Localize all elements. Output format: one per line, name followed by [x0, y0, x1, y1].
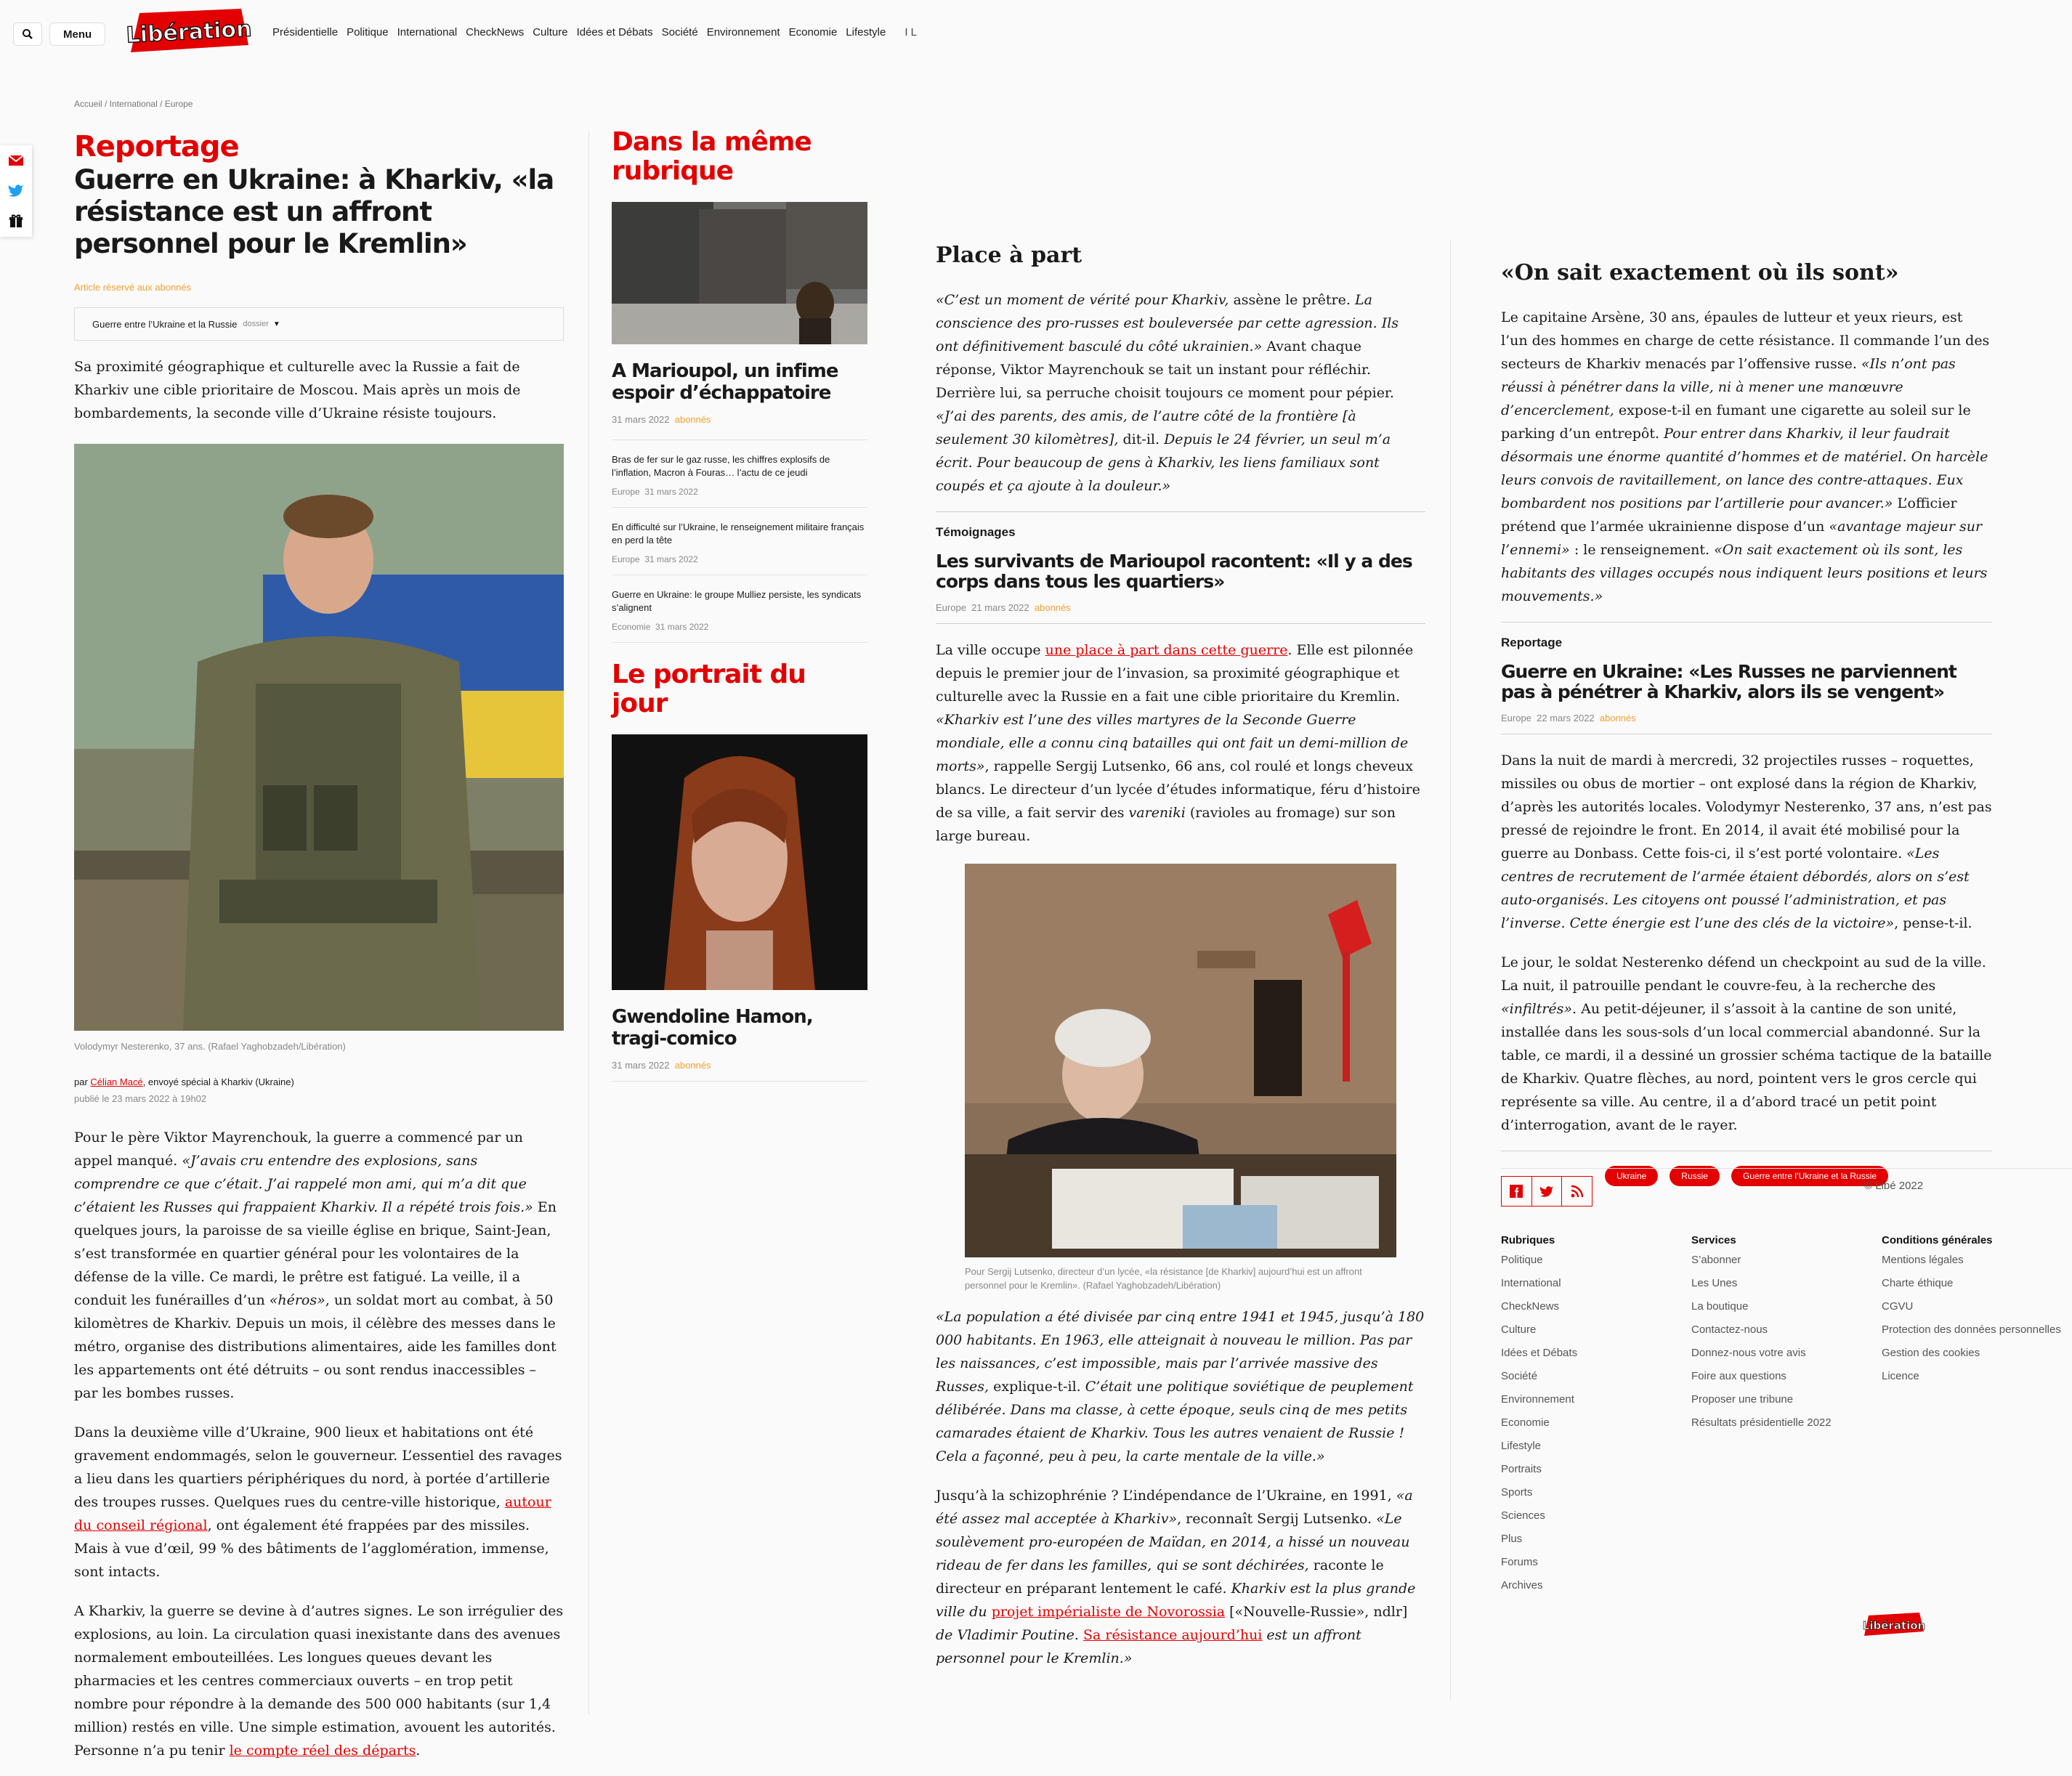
- footer-rubriques: [1501, 1234, 1691, 1601]
- paragraph: Dans la deuxième ville d’Ukraine, 900 lieux et habitations ont été gravement endommagés, selon le gouverneur. L’essentiel des ravages a lieu dans les quartiers périphériques du nord, à portée d’artillerie des troupes russes. Quelques rues du centre-ville historique, autour du conseil régional, ont également été frappées par des missiles. Mais à vue d’œil, 99 % des bâtiments de l’agglomération, immense, sont intacts.: [74, 1424, 562, 1580]
- paragraph: Dans la nuit de mardi à mercredi, 32 projectiles russes – roquettes, missiles ou obus de mortier – ont explosé dans la région de Kharkiv, d’après les autorités locales. Volodymyr Nesterenko, 37 ans, n’est pas pressé de rejoindre le front. En 2014, il avait été mobilisé pour la guerre au Donbass. Cette fois-ci, il s’est porté volontaire. «Les centres de recrutement de l’armée étaient débordés, alors on s’est auto-organisés. Les citoyens ont poussé l’administration, et pas l’inverse. Cette énergie est l’une des clés de la victoire», pense-t-il.: [1501, 753, 1992, 931]
- teacher-photo: [965, 864, 1396, 1257]
- paragraph: Pour le père Viktor Mayrenchouk, la guerre a commencé par un appel manqué. «J’avais cru entendre des explosions, sans comprendre ce que c’était. J’ai rappelé mon ami, qui m’a dit que c’étaient les Russes qui frappaient Kharkiv. Il a répété trois fois.» En quelques jours, la paroisse de sa vieille église en brique, Saint-Jean, s’est transformée en quartier général pour les volontaires de la défense de la ville. Ce mardi, le prêtre est fatigué. La veille, il a conduit les funérailles d’un «héros», un soldat mort au combat, à 50 kilomètres de Kharkiv. Depuis un mois, il célèbre des messes dans le métro, organise des distributions alimentaires, aide les familles dont les appartements ont été détruits – ou sont rendus inaccessibles – par les bombes russes.: [74, 1130, 557, 1401]
- paragraph: «La population a été divisée par cinq entre 1941 et 1945, jusqu’à 180 000 habitants. En 1963, elle atteignait à nouveau le million. Pas par les naissances, c’est impossible, mais par l’arrivée massive des Russes, explique-t-il. C’était une politique soviétique de peuplement délibérée. Dans ma classe, à cette époque, seuls cinq de mes petits camarades étaient de Kharkiv. Tous les autres venaient de Russie ! Cela a façonné, peu à peu, la carte mentale de la ville.»: [936, 1309, 1425, 1464]
- nav-item-international[interactable]: International: [397, 26, 458, 38]
- nav-item-presidentielle[interactable]: Présidentielle: [272, 26, 339, 38]
- related-card-title[interactable]: A Marioupol, un infime espoir d’échappatoire: [612, 360, 838, 404]
- footer-link[interactable]: Forums: [1501, 1556, 1538, 1568]
- footer-columns: [1501, 1234, 2072, 1601]
- article-chapo: Sa proximité géographique et culturelle avec la Russie a fait de Kharkiv une cible prioritaire de Moscou. Mais après un mois de bombardements, la seconde ville d’Ukraine résiste toujours.: [74, 359, 521, 421]
- email-icon[interactable]: [8, 154, 24, 167]
- related-item[interactable]: Guerre en Ukraine: le groupe Mulliez persiste, les syndicats s’alignent Economie 31 mars 2022: [612, 575, 867, 643]
- search-button[interactable]: [13, 23, 42, 46]
- footer-link[interactable]: Environnement: [1501, 1393, 1574, 1406]
- footer-link[interactable]: Plus: [1501, 1533, 1523, 1545]
- article-main: [74, 99, 564, 1776]
- gift-icon[interactable]: [9, 214, 23, 228]
- related-item[interactable]: En difficulté sur l’Ukraine, le renseignement militaire français en perd la tête Europe 31 mars 2022: [612, 507, 867, 575]
- nav-item-culture[interactable]: Culture: [533, 26, 568, 38]
- footer-heading: Services: [1691, 1234, 1736, 1246]
- paragraph: A Kharkiv, la guerre se devine à d’autres signes. Le son irrégulier des explosions, au loin. La circulation quasi inexistante dans des avenues normalement embouteillées. Les longues queues devant les pharmacies et les centres commerciaux ouverts – en trop petit nombre pour répondre à la demande des 500 000 habitants (sur 1,4 million) restés en ville. Une simple estimation, avouent les autorités. Personne n’a pu tenir le compte réel des départs.: [74, 1603, 564, 1759]
- nav-item-checknews[interactable]: CheckNews: [466, 26, 525, 38]
- footer-link[interactable]: Mentions légales: [1882, 1254, 1964, 1266]
- footer-logo[interactable]: [1861, 1613, 1927, 1637]
- related-item-title: En difficulté sur l’Ukraine, le renseignement militaire français en perd la tête: [612, 522, 865, 546]
- nav-item-politique[interactable]: Politique: [347, 26, 389, 38]
- footer-link[interactable]: Protection des données personnelles: [1882, 1323, 2061, 1336]
- footer-link[interactable]: Sciences: [1501, 1509, 1545, 1522]
- footer-link[interactable]: International: [1501, 1277, 1561, 1289]
- nav-item-economie[interactable]: Economie: [788, 26, 838, 38]
- photo-caption: Pour Sergij Lutsenko, directeur d’un lycée, «la résistance [de Kharkiv] aujourd’hui est un affront personnel pour le Kremlin». (Rafael Yaghobzadeh/Libération): [965, 1266, 1362, 1291]
- logo-text: Libération: [125, 16, 253, 49]
- nav-item-lifestyle[interactable]: Lifestyle: [846, 26, 886, 38]
- footer-conditions: [1882, 1234, 2072, 1601]
- figure: [965, 864, 1396, 1292]
- tag-guerre-ukraine-russie[interactable]: Guerre entre l’Ukraine et la Russie: [1731, 1166, 1888, 1186]
- footer-link[interactable]: Gestion des cookies: [1882, 1347, 1980, 1359]
- main-nav: [272, 26, 917, 38]
- chevron-down-icon: ▼: [272, 320, 280, 328]
- inline-link[interactable]: une place à part dans cette guerre: [1045, 642, 1288, 658]
- footer-link[interactable]: CGVU: [1882, 1300, 1914, 1313]
- related-box-title[interactable]: Les survivants de Marioupol racontent: «Il y a des corps dans tous les quartiers»: [936, 551, 1412, 592]
- tag-russie[interactable]: Russie: [1670, 1166, 1720, 1186]
- share-sidebar: [0, 145, 32, 237]
- related-item-title: Bras de fer sur le gaz russe, les chiffres explosifs de l’inflation, Macron à Fouras… l’actu de ce jeudi: [612, 454, 830, 478]
- paragraph: Le capitaine Arsène, 30 ans, épaules de lutteur et yeux rieurs, est l’un des hommes en charge de cette résistance. Il commande l’un des secteurs de Kharkiv menacés par l’offensive russe. «Ils n’ont pas réussi à pénétrer dans la ville, ni à mener une manœuvre d’encerclement, expose-t-il en fumant une cigarette au soleil sur le parking d’un entrepôt. Pour entrer dans Kharkiv, il leur faudrait désormais une énorme quantité d’hommes et de matériel. On harcèle leurs convois de ravitaillement, on lance des contre-attaques. Eux bombardent nos positions par l’artillerie pour avancer.» L’officier prétend que l’armée ukrainienne dispose d’un «avantage majeur sur l’ennemi» : le renseignement. «On sait exactement où ils sont, les habitants des villages occupés nous indiquent leurs positions et leurs mouvements.»: [1501, 309, 1990, 604]
- twitter-icon[interactable]: [1532, 1177, 1563, 1206]
- column-divider: [1450, 240, 1451, 1700]
- inline-related-box[interactable]: [936, 511, 1425, 624]
- related-box-label: Témoignages: [936, 525, 1016, 539]
- article-title: Guerre en Ukraine: à Kharkiv, «la résistance est un affront personnel pour le Kremlin»: [74, 164, 554, 259]
- byline-prefix: par: [74, 1076, 88, 1087]
- footer-link[interactable]: CheckNews: [1501, 1300, 1560, 1313]
- inline-related-box[interactable]: [1501, 622, 1992, 734]
- rss-icon[interactable]: [1562, 1177, 1592, 1206]
- same-rubric-title: Dans la même rubrique: [612, 127, 812, 186]
- related-box-meta: Europe 22 mars 2022 abonnés: [1501, 713, 1636, 723]
- subscriber-notice: Article réservé aux abonnés: [74, 282, 192, 293]
- twitter-icon[interactable]: [8, 184, 24, 197]
- portrait-photo[interactable]: [612, 734, 867, 990]
- related-box-meta: Europe 21 mars 2022 abonnés: [936, 602, 1071, 613]
- related-item-title: Guerre en Ukraine: le groupe Mulliez persiste, les syndicats s’alignent: [612, 589, 862, 613]
- footer-link[interactable]: Licence: [1882, 1370, 1919, 1382]
- menu-button[interactable]: Menu: [49, 23, 105, 46]
- footer-link[interactable]: S’abonner: [1691, 1254, 1741, 1266]
- nav-item-idees-debats[interactable]: Idées et Débats: [576, 26, 653, 38]
- section-heading: «On sait exactement où ils sont»: [1501, 260, 1899, 285]
- footer-link[interactable]: Les Unes: [1691, 1277, 1738, 1289]
- paragraph: La ville occupe une place à part dans cette guerre. Elle est pilonnée depuis le premier jour de l’invasion, sa proximité géographique et culturelle avec la Russie en a fait une cible prioritaire du Kremlin. «Kharkiv est l’une des villes martyres de la Seconde Guerre mondiale, elle a connu cinq batailles qui ont fait un demi-million de morts», rappelle Sergij Lutsenko, 66 ans, col roulé et longs cheveux blancs. Le directeur d’un lycée d’études informatique, féru d’histoire de sa ville, a fait servir des vareniki (ravioles au fromage) sur son large bureau.: [936, 642, 1420, 844]
- byline: [74, 1076, 564, 1087]
- footer-heading: Rubriques: [1501, 1234, 1555, 1246]
- photo-caption: Volodymyr Nesterenko, 37 ans. (Rafael Yaghobzadeh/Libération): [74, 1041, 346, 1052]
- footer-link[interactable]: Contactez-nous: [1691, 1323, 1768, 1336]
- footer-link[interactable]: Culture: [1501, 1323, 1537, 1336]
- footer-link[interactable]: Résultats présidentielle 2022: [1691, 1416, 1832, 1429]
- inline-link[interactable]: le compte réel des départs: [229, 1743, 416, 1759]
- dossier-label: Guerre entre l’Ukraine et la Russie: [92, 318, 238, 330]
- tag-ukraine[interactable]: Ukraine: [1605, 1166, 1658, 1186]
- social-links: [1501, 1176, 1593, 1207]
- dossier-tag: dossier: [243, 320, 269, 328]
- footer-link[interactable]: Politique: [1501, 1254, 1543, 1266]
- related-box-label: Reportage: [1501, 636, 1563, 649]
- paragraph: Jusqu’à la schizophrénie ? L’indépendance de l’Ukraine, en 1991, «a été assez mal acceptée à Kharkiv», reconnaît Sergij Lutsenko. «Le soulèvement pro-européen de Maïdan, en 2014, a hissé un nouveau rideau de fer dans les familles, qui se sont déchirées, raconte le directeur en préparant lentement le café. Kharkiv est la plus grande ville du projet impérialiste de Novorossia [«Nouvelle-Russie», ndlr] de Vladimir Poutine. Sa résistance aujourd’hui est un affront personnel pour le Kremlin.»: [936, 1488, 1416, 1666]
- footer-link[interactable]: Sports: [1501, 1486, 1533, 1499]
- column-divider: [588, 131, 589, 1714]
- related-item[interactable]: Bras de fer sur le gaz russe, les chiffres explosifs de l’inflation, Macron à Fouras… l’actu de ce jeudi Europe 31 mars 2022: [612, 439, 867, 507]
- byline-suffix: , envoyé spécial à Kharkiv (Ukraine): [142, 1076, 294, 1087]
- portrait-name[interactable]: Gwendoline Hamon, tragi-comico: [612, 1006, 813, 1050]
- footer-link[interactable]: La boutique: [1691, 1300, 1749, 1313]
- related-sidebar: [612, 128, 867, 1082]
- soldier-photo: [74, 444, 564, 1031]
- footer-link[interactable]: Idées et Débats: [1501, 1347, 1578, 1359]
- dossier-link[interactable]: [74, 307, 564, 341]
- inline-link[interactable]: projet impérialiste de Novorossia: [991, 1604, 1226, 1620]
- footer-link[interactable]: Foire aux questions: [1691, 1370, 1786, 1382]
- footer-link[interactable]: Archives: [1501, 1579, 1543, 1591]
- liberation-logo[interactable]: [125, 9, 254, 55]
- footer-link[interactable]: Société: [1501, 1370, 1538, 1382]
- footer-services: [1691, 1234, 1882, 1601]
- footer: [1501, 1168, 2072, 1632]
- inline-link[interactable]: autour du conseil régional: [74, 1494, 551, 1533]
- inline-link[interactable]: Sa résistance aujourd’hui: [1083, 1627, 1263, 1643]
- footer-heading: Conditions générales: [1882, 1234, 1993, 1246]
- search-icon: [22, 28, 33, 40]
- related-box-title[interactable]: Guerre en Ukraine: «Les Russes ne parviennent pas à pénétrer à Kharkiv, alors ils se vengent»: [1501, 661, 1956, 702]
- portrait-title: Le portrait du jour: [612, 660, 806, 718]
- footer-link[interactable]: Proposer une tribune: [1691, 1393, 1794, 1406]
- footer-link[interactable]: Charte éthique: [1882, 1277, 1954, 1289]
- publish-date: publié le 23 mars 2022 à 19h02: [74, 1093, 207, 1104]
- footer-link[interactable]: Lifestyle: [1501, 1440, 1542, 1452]
- top-bar: [0, 0, 2072, 67]
- footer-link[interactable]: Portraits: [1501, 1463, 1542, 1475]
- portrait-meta: 31 mars 2022 abonnés: [612, 1060, 867, 1082]
- copyright: © Libé 2022: [1864, 1180, 1924, 1192]
- mariupol-photo[interactable]: [612, 202, 867, 344]
- nav-item-environnement[interactable]: Environnement: [706, 26, 780, 38]
- breadcrumb[interactable]: Accueil / International / Europe: [74, 99, 193, 109]
- paragraph: Le jour, le soldat Nesterenko défend un checkpoint au sud de la ville. La nuit, il patrouille pendant le couvre-feu, à la recherche des «infiltrés». Au petit-déjeuner, il s’assoit à la cantine de son unité, installée dans les sous-sols d’un local commercial abandonné. Sur la table, ce mardi, il a dessiné un grossier schéma tactique de la bataille de Kharkiv. Quatre flèches, au nord, pointent vers le gros cercle qui représente sa ville. Au centre, il a d’abord tracé un petit point d’interrogation, avant de le rayer.: [1501, 954, 1992, 1133]
- language-switch[interactable]: I L: [905, 26, 918, 38]
- paragraph: «C’est un moment de vérité pour Kharkiv, assène le prêtre. La conscience des pro-russes est bouleversée par cette agression. Ils ont définitivement basculé du côté ukrainien.» Avant chaque réponse, Viktor Mayrenchouk se tait un instant pour réfléchir. Derrière lui, sa perruche choisit toujours ce moment pour pépier. «J’ai des parents, des amis, de l’autre côté de la frontière [à seulement 30 kilomètres], dit-il. Depuis le 24 février, un seul m’a écrit. Pour beaucoup de gens à Kharkiv, les liens familiaux sont coupés et ça ajoute à la douleur.»: [936, 292, 1399, 494]
- author-link[interactable]: Célian Macé: [90, 1076, 143, 1087]
- facebook-icon[interactable]: [1502, 1177, 1532, 1206]
- related-card-meta: 31 mars 2022 abonnés: [612, 414, 711, 425]
- footer-link[interactable]: Donnez-nous votre avis: [1691, 1347, 1806, 1359]
- article-continued: [936, 243, 1425, 1684]
- footer-logo-text: Libération: [1862, 1619, 1926, 1632]
- footer-link[interactable]: Economie: [1501, 1416, 1550, 1429]
- nav-item-societe[interactable]: Société: [661, 26, 698, 38]
- section-heading: Place à part: [936, 243, 1082, 268]
- article-end: [1501, 260, 1992, 1186]
- article-kicker: Reportage: [74, 130, 239, 163]
